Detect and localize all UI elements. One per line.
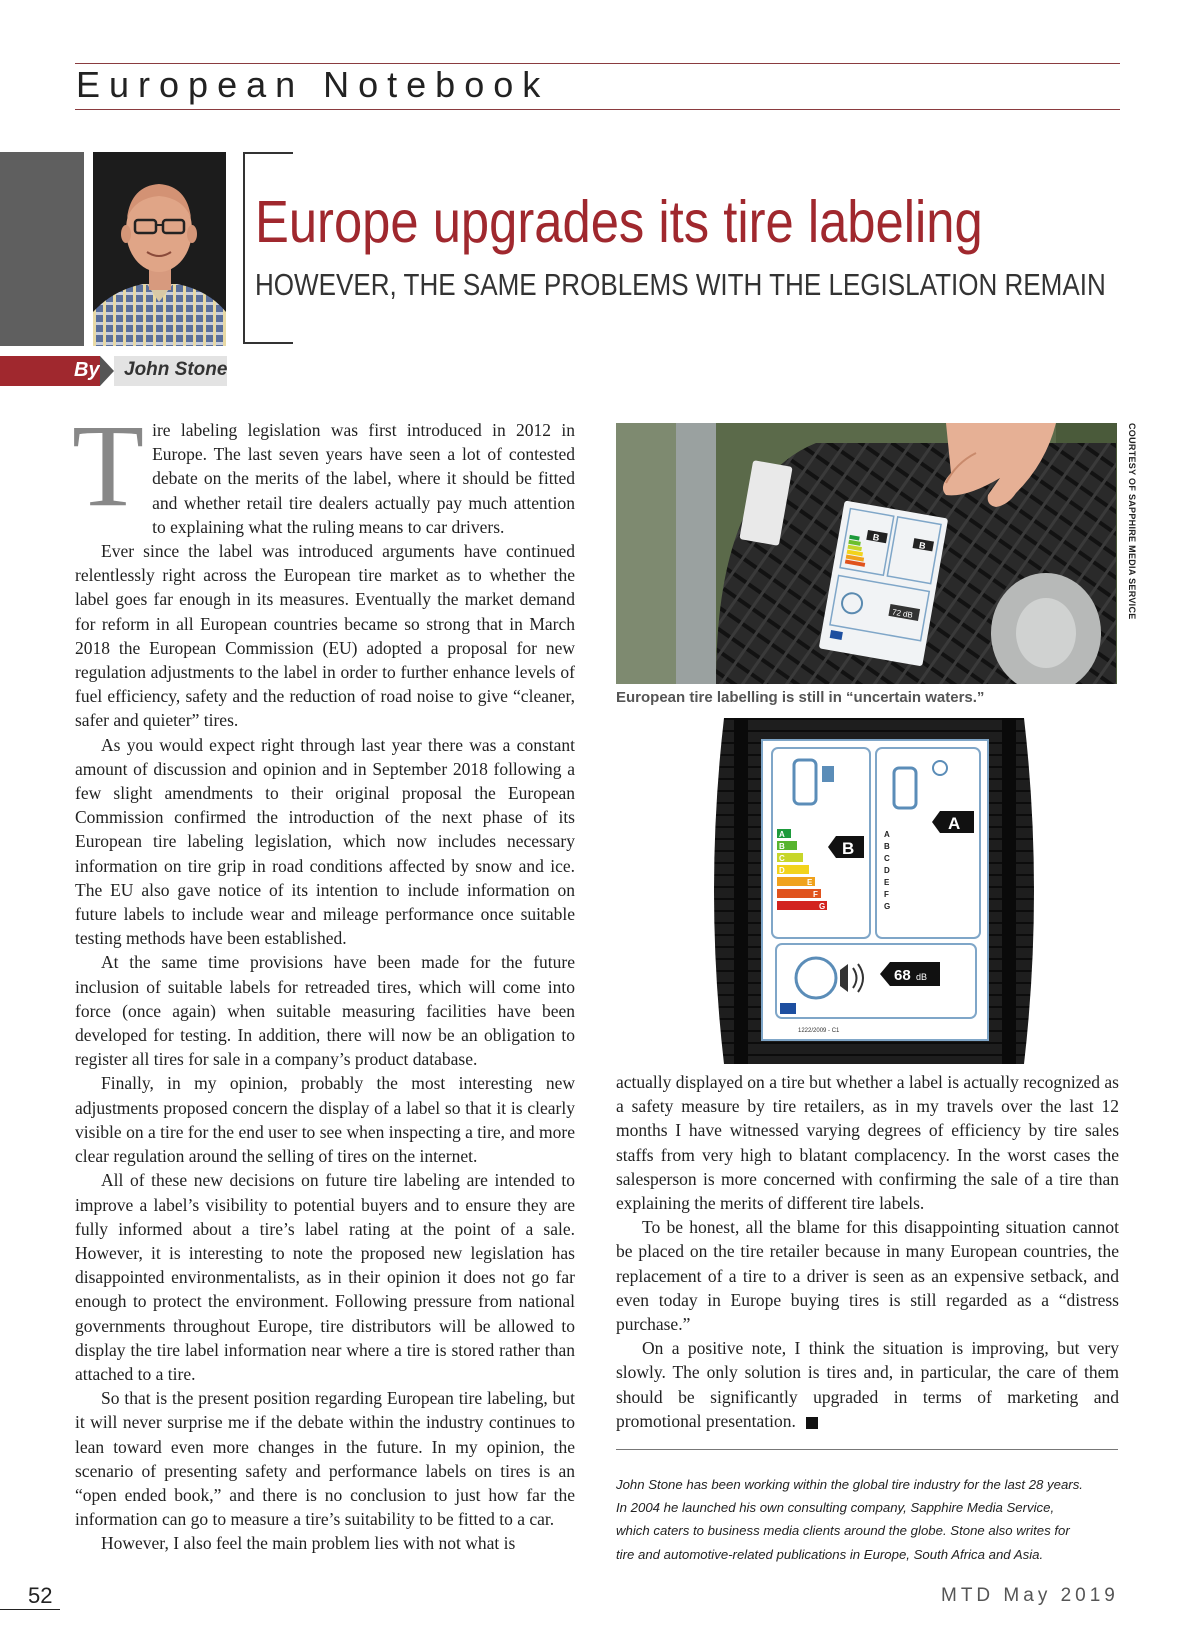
photo-credit: COURTESY OF SAPPHIRE MEDIA SERVICE: [1127, 423, 1137, 620]
article-column-right: [616, 1070, 1119, 1433]
paragraph-1: [72, 400, 575, 539]
small-label-noise: 72 dB: [891, 607, 914, 620]
photo-caption: European tire labelling is still in “uncertain waters.”: [616, 689, 985, 706]
bio-rule: [616, 1449, 1118, 1450]
byline-prefix: By: [74, 359, 100, 381]
end-mark-icon: [806, 1417, 818, 1429]
article-column-left: [72, 400, 575, 1556]
paragraph-1-text: ire labeling legislation was first introduced in 2012 in Europe. The last seven years have seen a lot of contested debate on the merits of the label, where it should be fitted and whether retail tire dealers actually pay much attention to explaining what the ruling means to car drivers.: [152, 420, 575, 537]
page-number-rule: [0, 1609, 60, 1610]
paragraph-3: As you would expect right through last year there was a constant amount of discussion and opinion and in September 2018 following a few slight amendments to their original proposal the European Commission confirmed the introduction of the next phase of its European tire labeling legislation, which now includes necessary information on tire grip in road conditions affected by snow and ice. The EU also gave notice of its intention to include information on future labels to include wear and mileage performance once suitable testing methods have been established.: [75, 734, 575, 949]
decorative-gray-bar: [0, 152, 84, 346]
paragraph-7: So that is the present position regarding European tire labeling, but it will never surprise me if the debate within the industry continues to lean toward even more changes in the future. In my opinion, the scenario of presenting safety and performance labels on tires is an “open ended book,” and there is no conclusion to just how far the information can go to measure a tire’s suitability to be fitted to a car.: [75, 1388, 575, 1530]
paragraph-10: To be honest, all the blame for this disappointing situation cannot be placed on the tire retailer because in many European countries, the replacement of a tire to a driver is seen as an expensive setback, and even today in Europe buying tires is still regarded as a “distress purchase.”: [616, 1217, 1119, 1335]
paragraph-5: Finally, in my opinion, probably the most interesting new adjustments proposed concern the display of a label so that it is clearly visible on a tire for the end user to see when inspecting a tire, and more clear regulation around the selling of tires on the internet.: [75, 1073, 575, 1167]
article-headline: Europe upgrades its tire labeling: [255, 189, 983, 255]
paragraph-9: actually displayed on a tire but whether a label is actually recognized as a safety measure by tire retailers, as in my travels over the last 12 months I have witnessed varying degrees of efficiency by tire sales staffs from very high to blatant complacency. In the worst cases the salesperson is more concerned with confirming the sale of a tire than explaining the merits of different tire labels.: [616, 1072, 1119, 1214]
bio-line-1: John Stone has been working within the global tire industry for the last 28 years.: [616, 1477, 1083, 1492]
section-label: European Notebook: [76, 64, 550, 105]
noise-unit: dB: [916, 972, 928, 982]
author-portrait: [93, 152, 226, 346]
noise-value: 68: [894, 967, 911, 984]
fuel-grade-f: F: [813, 890, 818, 899]
wet-grade-b: B: [884, 842, 890, 851]
wet-grade-d: D: [884, 866, 890, 875]
regulation-number: 1222/2009 - C1: [798, 1028, 840, 1034]
paragraph-6: All of these new decisions on future tire labeling are intended to improve a label’s visibility to potential buyers and to ensure they are fully informed about a tire’s label rating at the point of a sale. However, it is interesting to note the proposed new legislation has disappointed environmentalists, as in their opinion it does not go far enough to protect the environment. Following pressure from national governments throughout Europe, tire distributors will be allowed to display the tire label information near where a tire is stored rather than attached to a tire.: [75, 1170, 575, 1384]
byline-arrow: [100, 356, 114, 386]
bio-line-2: In 2004 he launched his own consulting company, Sapphire Media Service,: [616, 1500, 1055, 1516]
article-subheadline: HOWEVER, THE SAME PROBLEMS WITH THE LEGISLATION REMAIN: [255, 267, 1106, 302]
fuel-grade-g: G: [819, 902, 826, 911]
fuel-grade-e: E: [807, 878, 813, 887]
paragraph-8: However, I also feel the main problem lies with not what is: [101, 1533, 516, 1554]
drop-cap: T: [72, 400, 145, 531]
fuel-grade-b: B: [779, 842, 785, 851]
wet-grade-g: G: [884, 902, 891, 911]
bio-line-4: tire and automotive-related publications in Europe, South Africa and Asia.: [616, 1546, 1044, 1562]
wet-grade-a: A: [884, 830, 890, 839]
paragraph-4: At the same time provisions have been made for the future inclusion of suitable labels for retreaded tires, which will come into force (once again) when suitable measuring facilities have been developed for testing. In addition, there will now be an obligation to register all tires for sale in a company’s product database.: [75, 952, 575, 1070]
paragraph-11-text: On a positive note, I think the situation is improving, but very slowly. The only solution is tires and, in particular, the care of them should be significantly upgraded in terms of marketing and promotional presentation.: [616, 1338, 1119, 1431]
paragraph-11: [616, 1336, 1119, 1433]
fuel-rating: B: [842, 839, 855, 858]
wet-grade-c: C: [884, 854, 890, 863]
author-name: John Stone: [124, 359, 228, 380]
photo-label-on-tire: [616, 423, 1117, 684]
paragraph-2: Ever since the label was introduced arguments have continued relentlessly right across the European tire market as to whether the label goes far enough in its measures. Eventually the market demand for reform in all European countries became so strong that in March 2018 the European Commission (EU) adopted a proposal for new regulation adjustments to the label in order to further enhance levels of fuel efficiency, safety and the reduction of road noise to give “cleaner, safer and quieter” tires.: [75, 541, 575, 731]
photo-eu-tire-label: [704, 718, 1044, 1064]
author-bio: [616, 1473, 1118, 1566]
fuel-grade-c: C: [779, 854, 785, 863]
fuel-grade-a: A: [779, 830, 785, 839]
wet-grade-e: E: [884, 878, 890, 887]
page-number: 52: [28, 1583, 53, 1608]
wet-grade-f: F: [884, 890, 889, 899]
bio-line-3: which caters to business media clients around the globe. Stone also writes for: [616, 1523, 1070, 1539]
small-label-fuel-grade: B: [872, 531, 881, 543]
fuel-grade-d: D: [779, 866, 785, 875]
small-label-wet-grade: B: [918, 540, 927, 552]
header-rule-bottom: [75, 109, 1120, 110]
magazine-issue: MTD May 2019: [941, 1585, 1119, 1606]
wet-rating: A: [948, 814, 961, 833]
